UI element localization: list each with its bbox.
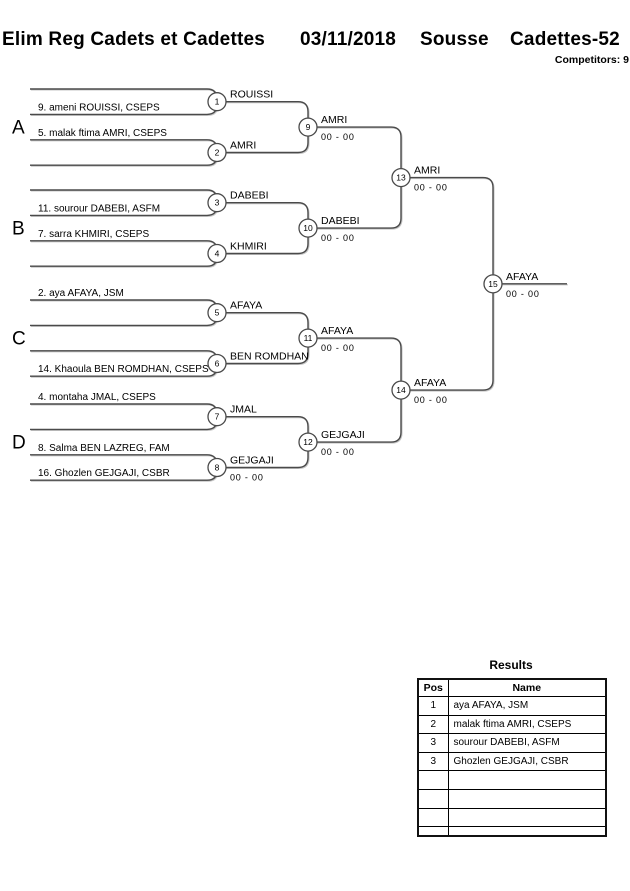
results-row (418, 771, 606, 790)
winner-label: GEJGAJI (321, 429, 365, 442)
winner-label: AMRI (321, 114, 348, 127)
competitor-name: 8. Salma BEN LAZREG, FAM (38, 442, 170, 454)
group-label-c: C (12, 328, 26, 350)
bracket-line (30, 254, 217, 267)
results-row (418, 808, 606, 827)
page-title-event: Elim Reg Cadets et Cadettes (2, 29, 266, 50)
group-label-b: B (12, 218, 25, 240)
winner-label: BEN ROMDHAN (230, 350, 309, 363)
result-pos (418, 771, 448, 790)
bracket-line (217, 102, 308, 127)
results-col-pos: Pos (418, 679, 448, 697)
results-table (417, 678, 607, 837)
match-score: 00 - 00 (321, 447, 355, 458)
match-score: 00 - 00 (321, 343, 355, 354)
page-title-location: Sousse (420, 29, 489, 50)
results-row (418, 827, 606, 837)
winner-label: DABEBI (321, 215, 360, 228)
result-pos (418, 827, 448, 837)
match-number: 2 (214, 147, 220, 158)
bracket-line (217, 417, 308, 442)
match-score: 00 - 00 (506, 288, 540, 299)
match-number: 5 (214, 307, 220, 318)
results-row (418, 734, 606, 753)
winner-label: ROUISSI (230, 88, 274, 101)
results-row (418, 789, 606, 808)
match-number: 15 (488, 278, 498, 289)
result-name: aya AFAYA, JSM (448, 697, 606, 716)
match-number: 8 (214, 462, 220, 473)
match-number: 9 (305, 122, 311, 133)
bracket-line (30, 417, 217, 430)
competitor-name: 16. Ghozlen GEJGAJI, CSBR (38, 468, 170, 480)
winner-label: DABEBI (230, 189, 269, 202)
winner-label: JMAL (230, 403, 257, 416)
bracket-line (30, 89, 217, 102)
bracket-line (30, 404, 217, 417)
result-name: malak ftima AMRI, CSEPS (448, 715, 606, 734)
match-number: 6 (214, 358, 220, 369)
result-pos: 3 (418, 734, 448, 753)
result-pos (418, 808, 448, 827)
result-name (448, 771, 606, 790)
bracket-line (30, 241, 217, 254)
result-pos (418, 789, 448, 808)
winner-label: AMRI (414, 164, 441, 177)
match-number: 14 (396, 385, 406, 396)
match-score: 00 - 00 (321, 233, 355, 244)
bracket-line (30, 140, 217, 153)
match-score: 00 - 00 (230, 472, 264, 483)
result-pos: 3 (418, 752, 448, 771)
competitor-name: 14. Khaoula BEN ROMDHAN, CSEPS (38, 364, 209, 376)
match-score: 00 - 00 (321, 132, 355, 143)
bracket-line (217, 203, 308, 228)
competitors-count-label: Competitors: 9 (554, 54, 629, 66)
bracket-line (30, 153, 217, 166)
result-name (448, 789, 606, 808)
results-row (418, 715, 606, 734)
bracket-line (30, 455, 217, 468)
result-name (448, 808, 606, 827)
result-pos: 1 (418, 697, 448, 716)
result-name: sourour DABEBI, ASFM (448, 734, 606, 753)
match-number: 13 (396, 172, 406, 183)
competitor-name: 7. sarra KHMIRI, CSEPS (38, 228, 150, 240)
results-row (418, 752, 606, 771)
results-header-row (418, 679, 606, 697)
group-label-d: D (12, 432, 26, 454)
match-number: 3 (214, 197, 220, 208)
match-number: 10 (303, 223, 313, 234)
bracket-line (30, 190, 217, 203)
competitor-name: 9. ameni ROUISSI, CSEPS (38, 102, 160, 114)
page-title-category: Cadettes-52 (510, 29, 620, 50)
competitor-name: 11. sourour DABEBI, ASFM (38, 203, 161, 215)
competitor-name: 2. aya AFAYA, JSM (38, 288, 124, 299)
group-label-a: A (12, 117, 25, 139)
match-score: 00 - 00 (414, 182, 448, 193)
bracket-line (30, 313, 217, 326)
bracket-line (217, 313, 308, 338)
result-pos: 2 (418, 715, 448, 734)
match-number: 11 (303, 333, 313, 344)
winner-label: AFAYA (414, 377, 447, 390)
competitor-name: 5. malak ftima AMRI, CSEPS (38, 127, 167, 139)
winner-label: KHMIRI (230, 240, 267, 253)
results-col-name: Name (448, 679, 606, 697)
results-title: Results (489, 658, 533, 672)
results-row (418, 697, 606, 716)
result-name (448, 827, 606, 837)
page-title-date: 03/11/2018 (300, 29, 397, 50)
match-number: 7 (214, 411, 220, 422)
winner-label: GEJGAJI (230, 454, 274, 467)
match-score: 00 - 00 (414, 395, 448, 406)
match-number: 4 (214, 248, 220, 259)
bracket-line (401, 178, 493, 284)
bracket-line (401, 284, 493, 390)
match-number: 12 (303, 437, 313, 448)
bracket-line (30, 351, 217, 364)
winner-label: AFAYA (230, 299, 263, 312)
match-number: 1 (214, 96, 220, 107)
winner-label: AMRI (230, 139, 257, 152)
bracket-line (30, 300, 217, 313)
winner-label: AFAYA (321, 325, 354, 338)
winner-label: AFAYA (506, 270, 539, 283)
result-name: Ghozlen GEJGAJI, CSBR (448, 752, 606, 771)
competitor-name: 4. montaha JMAL, CSEPS (38, 392, 156, 403)
